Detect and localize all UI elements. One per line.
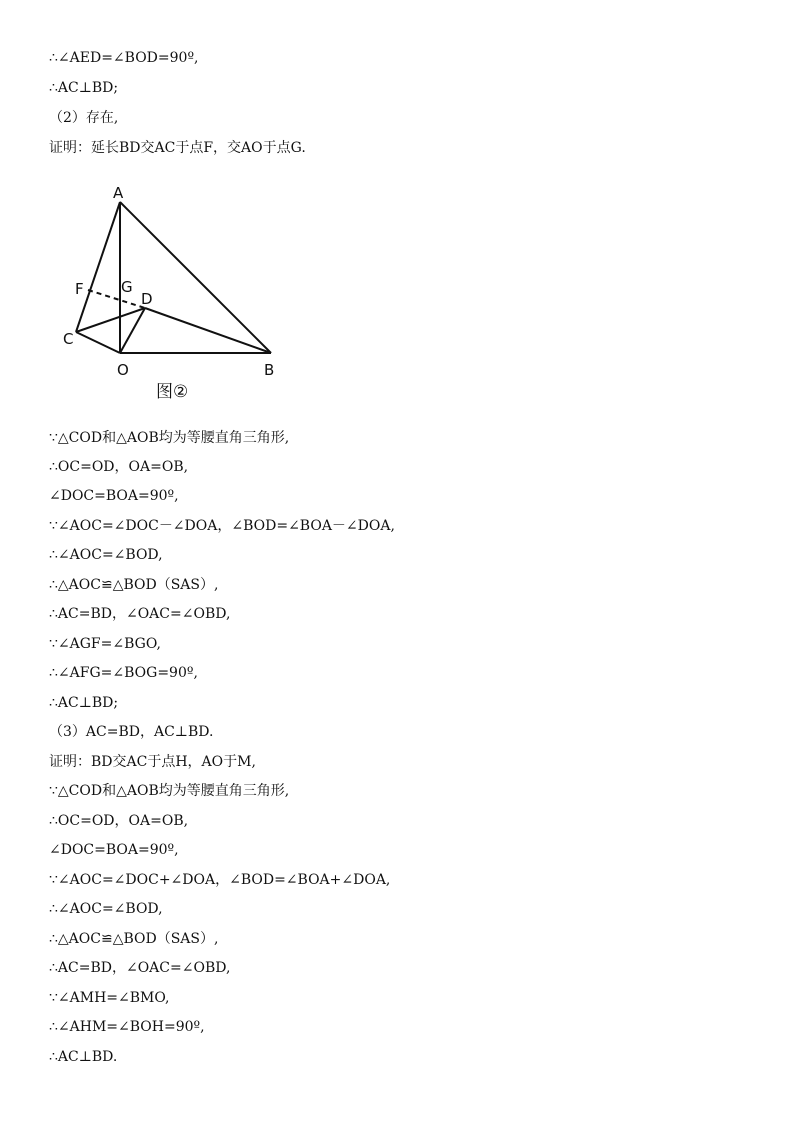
geometry-figure — [55, 178, 295, 408]
label-B: B — [264, 361, 275, 379]
proof-line: ∴AC⊥BD; — [49, 80, 119, 96]
label-C: C — [63, 330, 74, 348]
part-3-heading: （3）AC=BD，AC⊥BD. — [49, 724, 214, 740]
proof-line: ∴∠AOC=∠BOD, — [49, 901, 163, 917]
segment-DB — [145, 308, 271, 353]
proof-line: ∴△AOC≌△BOD（SAS）, — [49, 931, 219, 947]
proof-line: ∴∠AFG=∠BOG=90º, — [49, 665, 198, 681]
proof-intro: 证明：延长BD交AC于点F，交AO于点G. — [49, 140, 306, 156]
proof-line: ∴∠AOC=∠BOD, — [49, 547, 163, 563]
proof-line: ∵∠AGF=∠BGO, — [49, 636, 161, 652]
label-G: G — [121, 278, 133, 296]
proof-line: ∴∠AED=∠BOD=90º, — [49, 50, 199, 66]
segment-AB — [120, 202, 271, 353]
proof-line: ∵△COD和△AOB均为等腰直角三角形, — [49, 783, 290, 799]
proof-line: ∵△COD和△AOB均为等腰直角三角形, — [49, 430, 290, 446]
proof-line: ∴△AOC≌△BOD（SAS）, — [49, 577, 219, 593]
proof-line: ∵∠AOC=∠DOC－∠DOA，∠BOD=∠BOA－∠DOA, — [49, 518, 395, 534]
segment-AC — [76, 202, 120, 332]
proof-line: ∵∠AMH=∠BMO, — [49, 990, 170, 1006]
proof-line: ∵∠AOC=∠DOC+∠DOA，∠BOD=∠BOA+∠DOA, — [49, 872, 391, 888]
proof-line: ∠DOC=BOA=90º, — [49, 842, 179, 858]
proof-line: ∴∠AHM=∠BOH=90º, — [49, 1019, 205, 1035]
figure-caption: 图② — [156, 382, 189, 402]
label-O: O — [117, 361, 129, 379]
figure-2-diagram — [55, 178, 295, 408]
segment-FD-dashed — [88, 290, 145, 308]
figure-lines — [76, 202, 271, 353]
proof-line: ∴OC=OD，OA=OB, — [49, 459, 189, 475]
part-2-heading: （2）存在, — [49, 110, 119, 126]
proof-line: ∠DOC=BOA=90º, — [49, 488, 179, 504]
proof-line: ∴AC=BD，∠OAC=∠OBD, — [49, 606, 231, 622]
label-A: A — [113, 184, 124, 202]
segment-CO — [76, 332, 120, 353]
proof-line: ∴AC⊥BD. — [49, 1049, 118, 1065]
proof-line: ∴AC=BD，∠OAC=∠OBD, — [49, 960, 231, 976]
proof-line: ∴OC=OD，OA=OB, — [49, 813, 189, 829]
label-F: F — [75, 280, 84, 298]
label-D: D — [141, 290, 153, 308]
proof-line: ∴AC⊥BD; — [49, 695, 119, 711]
proof-intro: 证明：BD交AC于点H，AO于M, — [49, 754, 256, 770]
